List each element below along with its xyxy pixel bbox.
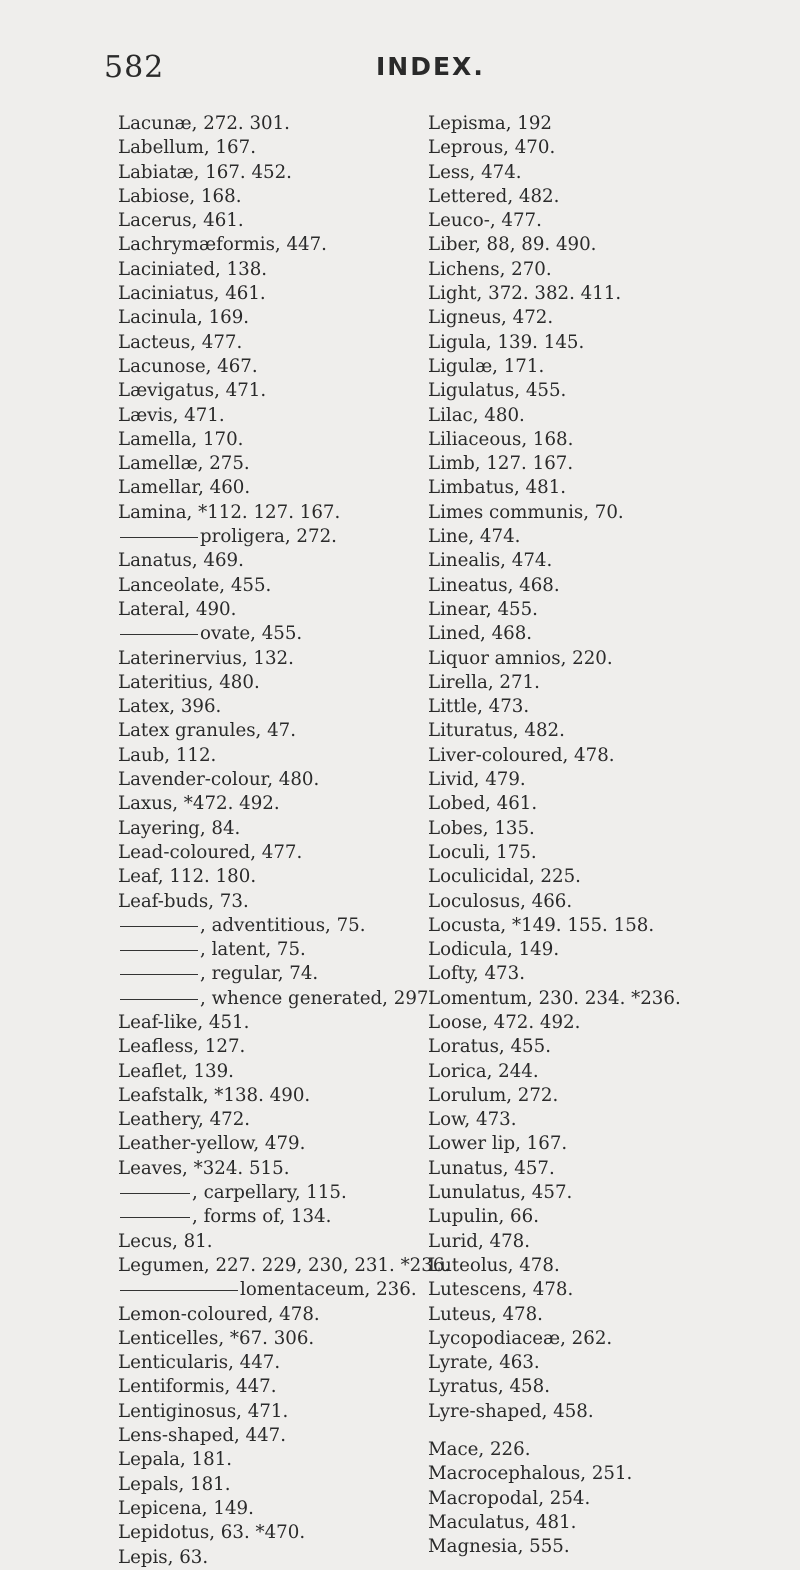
entry-text: lomentaceum, 236. <box>240 1279 417 1301</box>
index-entry <box>428 1132 788 1156</box>
entry-text: Lamella, 170. <box>118 428 244 450</box>
index-entry <box>428 914 788 938</box>
entry-text: Lacunose, 467. <box>118 355 258 377</box>
entry-text: , adventitious, 75. <box>200 914 366 936</box>
entry-text: Lower lip, 167. <box>428 1133 568 1155</box>
entry-text: Lined, 468. <box>428 623 533 645</box>
index-entry <box>428 1205 788 1229</box>
index-subentry <box>118 962 408 986</box>
entry-text: Leafstalk, *138. 490. <box>118 1084 311 1106</box>
index-entry <box>428 647 788 671</box>
index-entry <box>428 501 788 525</box>
entry-text: Laciniated, 138. <box>118 258 268 280</box>
page-title: INDEX. <box>376 52 485 81</box>
index-entry <box>118 136 408 160</box>
index-entry <box>118 452 408 476</box>
ditto-rule <box>120 999 198 1000</box>
index-entry <box>118 1254 451 1278</box>
entry-text: Lacerus, 461. <box>118 210 244 232</box>
entry-text: Leafless, 127. <box>118 1036 246 1058</box>
entry-text: Lofty, 473. <box>428 963 525 985</box>
entry-text: Locusta, *149. 155. 158. <box>428 914 655 936</box>
entry-text: Line, 474. <box>428 526 521 548</box>
ditto-rule <box>120 926 198 927</box>
entry-text: , whence generated, 297. <box>200 987 435 1009</box>
entry-text: Leaf, 112. 180. <box>118 866 257 888</box>
entry-text: Lorulum, 272. <box>428 1084 559 1106</box>
index-entry <box>428 1084 788 1108</box>
index-entry <box>428 1108 788 1132</box>
index-entry <box>118 379 408 403</box>
entry-text: Layering, 84. <box>118 817 241 839</box>
entry-text: Livid, 479. <box>428 769 526 791</box>
index-entry <box>428 452 788 476</box>
entry-text: Lentiginosus, 471. <box>118 1400 289 1422</box>
entry-text: Less, 474. <box>428 161 522 183</box>
entry-text: Luteolus, 478. <box>428 1254 560 1276</box>
index-entry <box>428 598 788 622</box>
index-entry <box>118 647 408 671</box>
index-entry <box>118 233 408 257</box>
entry-text: Limes communis, 70. <box>428 501 624 523</box>
entry-text: Labiatæ, 167. 452. <box>118 161 292 183</box>
entry-text: ovate, 455. <box>200 623 303 645</box>
index-entry <box>118 161 408 185</box>
index-entry <box>118 1424 408 1448</box>
ditto-rule <box>120 1193 190 1194</box>
entry-text: Lirella, 271. <box>428 671 540 693</box>
index-entry <box>428 331 788 355</box>
index-entry <box>428 1230 788 1254</box>
entry-text: Liver-coloured, 478. <box>428 744 615 766</box>
index-entry <box>118 112 408 136</box>
entry-text: Ligneus, 472. <box>428 307 554 329</box>
ditto-rule <box>120 950 198 951</box>
index-entry <box>118 574 408 598</box>
entry-text: Lorica, 244. <box>428 1060 539 1082</box>
entry-text: Laterinervius, 132. <box>118 647 294 669</box>
ditto-rule <box>120 537 198 538</box>
entry-text: Lilac, 480. <box>428 404 525 426</box>
entry-text: Latex, 396. <box>118 696 222 718</box>
index-entry <box>118 1448 408 1472</box>
index-entry <box>428 865 788 889</box>
index-entry <box>428 841 788 865</box>
index-entry <box>428 744 788 768</box>
entry-text: Laxus, *472. 492. <box>118 793 280 815</box>
entry-text: Legumen, 227. 229, 230, 231. *236. <box>118 1254 451 1276</box>
ditto-rule <box>120 974 198 975</box>
index-entry <box>428 161 788 185</box>
index-entry <box>428 1011 788 1035</box>
index-entry <box>428 428 788 452</box>
entry-text: Lacinula, 169. <box>118 307 250 329</box>
entry-text: Lomentum, 230. 234. *236. <box>428 987 681 1009</box>
entry-text: Lycopodiaceæ, 262. <box>428 1327 613 1349</box>
index-entry <box>428 962 788 986</box>
entry-text: Lateral, 490. <box>118 598 237 620</box>
index-entry <box>428 574 788 598</box>
entry-text: Lettered, 482. <box>428 185 560 207</box>
index-entry <box>428 1535 788 1559</box>
index-entry <box>428 1511 788 1535</box>
entry-text: Lamellæ, 275. <box>118 453 250 475</box>
index-column-left <box>118 112 451 1570</box>
entry-text: Leprous, 470. <box>428 137 556 159</box>
entry-text: Lanatus, 469. <box>118 550 244 572</box>
entry-text: proligera, 272. <box>200 526 337 548</box>
index-entry <box>118 1497 408 1521</box>
entry-text: Leuco-, 477. <box>428 210 542 232</box>
entry-text: Light, 372. 382. 411. <box>428 283 622 305</box>
index-entry <box>118 1521 408 1545</box>
entry-text: Lamellar, 460. <box>118 477 251 499</box>
index-column-right <box>428 112 788 1560</box>
entry-text: Mace, 226. <box>428 1439 531 1461</box>
index-entry <box>428 1375 788 1399</box>
entry-text: Lineatus, 468. <box>428 574 560 596</box>
index-entry <box>428 768 788 792</box>
index-entry <box>428 1487 788 1511</box>
entry-text: Lunulatus, 457. <box>428 1182 573 1204</box>
entry-text: Laciniatus, 461. <box>118 283 266 305</box>
index-entry <box>118 598 408 622</box>
entry-text: Lepidotus, 63. *470. <box>118 1522 306 1544</box>
index-entry <box>428 379 788 403</box>
index-entry <box>118 1400 408 1424</box>
index-entry <box>428 233 788 257</box>
entry-text: , regular, 74. <box>200 963 319 985</box>
entry-text: , forms of, 134. <box>192 1206 332 1228</box>
index-entry <box>118 258 408 282</box>
entry-text: Loose, 472. 492. <box>428 1011 581 1033</box>
index-entry <box>118 428 408 452</box>
index-entry <box>428 695 788 719</box>
entry-text: Lacteus, 477. <box>118 331 243 353</box>
index-entry <box>118 671 408 695</box>
index-entry <box>118 185 408 209</box>
entry-text: Macrocephalous, 251. <box>428 1463 633 1485</box>
entry-text: , latent, 75. <box>200 939 306 961</box>
index-entry <box>428 1351 788 1375</box>
entry-text: Lupulin, 66. <box>428 1206 539 1228</box>
entry-text: Lodicula, 149. <box>428 939 560 961</box>
entry-text: Lutescens, 478. <box>428 1279 574 1301</box>
entry-text: Ligulæ, 171. <box>428 355 545 377</box>
index-entry <box>118 355 408 379</box>
index-subentry <box>118 914 408 938</box>
index-subentry <box>118 987 435 1011</box>
index-entry <box>428 1060 788 1084</box>
index-entry <box>428 1181 788 1205</box>
entry-text: Liber, 88, 89. 490. <box>428 234 597 256</box>
entry-text: Linealis, 474. <box>428 550 553 572</box>
ditto-rule <box>120 1290 238 1291</box>
entry-text: Lepicena, 149. <box>118 1497 254 1519</box>
entry-text: Lichens, 270. <box>428 258 552 280</box>
index-entry <box>428 1462 788 1486</box>
index-entry <box>428 1400 788 1424</box>
entry-text: Lyrate, 463. <box>428 1352 540 1374</box>
entry-text: Luteus, 478. <box>428 1303 543 1325</box>
index-entry <box>428 404 788 428</box>
entry-text: , carpellary, 115. <box>192 1182 347 1204</box>
index-entry <box>118 719 408 743</box>
index-entry <box>428 938 788 962</box>
index-entry <box>428 792 788 816</box>
entry-text: Liliaceous, 168. <box>428 428 574 450</box>
index-entry <box>118 1303 408 1327</box>
entry-text: Lenticularis, 447. <box>118 1352 281 1374</box>
index-entry <box>428 890 788 914</box>
index-entry <box>428 1278 788 1302</box>
entry-text: Low, 473. <box>428 1109 517 1131</box>
index-entry <box>118 1351 408 1375</box>
entry-text: Lepisma, 192 <box>428 113 553 134</box>
index-entry <box>118 695 408 719</box>
entry-text: Lateritius, 480. <box>118 671 260 693</box>
entry-text: Little, 473. <box>428 696 530 718</box>
entry-text: Lead-coloured, 477. <box>118 841 303 863</box>
entry-text: Lachrymæformis, 447. <box>118 234 327 256</box>
index-entry <box>118 1473 408 1497</box>
index-entry <box>428 671 788 695</box>
index-entry <box>118 768 408 792</box>
index-entry <box>428 1438 788 1462</box>
index-entry <box>118 1108 408 1132</box>
index-entry <box>428 306 788 330</box>
ditto-rule <box>120 1217 190 1218</box>
index-entry <box>118 1084 408 1108</box>
index-entry <box>428 719 788 743</box>
entry-text: Maculatus, 481. <box>428 1511 577 1533</box>
entry-text: Lobed, 461. <box>428 793 538 815</box>
index-entry <box>118 1327 408 1351</box>
index-entry <box>118 476 408 500</box>
index-entry <box>428 817 788 841</box>
index-entry <box>118 890 408 914</box>
index-entry <box>118 865 408 889</box>
entry-text: Liquor amnios, 220. <box>428 647 613 669</box>
entry-text: Ligula, 139. 145. <box>428 331 585 353</box>
index-entry <box>428 1327 788 1351</box>
index-entry <box>428 987 788 1011</box>
entry-text: Lituratus, 482. <box>428 720 565 742</box>
ditto-rule <box>120 634 198 635</box>
index-subentry <box>118 1278 417 1302</box>
entry-text: Lurid, 478. <box>428 1230 531 1252</box>
index-subentry <box>118 1205 408 1229</box>
index-entry <box>428 549 788 573</box>
entry-text: Lenticelles, *67. 306. <box>118 1327 315 1349</box>
index-entry <box>118 501 408 525</box>
entry-text: Ligulatus, 455. <box>428 380 567 402</box>
entry-text: Lens-shaped, 447. <box>118 1425 287 1447</box>
entry-text: Lepals, 181. <box>118 1473 231 1495</box>
index-subentry <box>118 622 408 646</box>
entry-text: Lemon-coloured, 478. <box>118 1303 320 1325</box>
index-entry <box>428 282 788 306</box>
entry-text: Magnesia, 555. <box>428 1536 570 1558</box>
index-entry <box>118 306 408 330</box>
index-entry <box>428 622 788 646</box>
entry-text: Lyre-shaped, 458. <box>428 1400 594 1422</box>
entry-text: Leathery, 472. <box>118 1109 251 1131</box>
entry-text: Loculicidal, 225. <box>428 866 581 888</box>
entry-text: Lecus, 81. <box>118 1230 213 1252</box>
index-entry <box>118 1060 408 1084</box>
entry-text: Loratus, 455. <box>428 1036 551 1058</box>
index-entry <box>118 1011 408 1035</box>
entry-text: Limbatus, 481. <box>428 477 567 499</box>
entry-text: Lanceolate, 455. <box>118 574 272 596</box>
entry-text: Lacunæ, 272. 301. <box>118 113 290 134</box>
entry-text: Leaves, *324. 515. <box>118 1157 290 1179</box>
index-entry <box>118 404 408 428</box>
index-entry <box>118 209 408 233</box>
entry-text: Latex granules, 47. <box>118 720 297 742</box>
entry-text: Loculosus, 466. <box>428 890 573 912</box>
index-entry <box>428 476 788 500</box>
index-entry <box>428 112 788 136</box>
page-number: 582 <box>104 50 165 85</box>
entry-text: Laub, 112. <box>118 744 217 766</box>
entry-text: Linear, 455. <box>428 598 538 620</box>
index-entry <box>428 258 788 282</box>
index-entry <box>428 185 788 209</box>
index-entry <box>118 1546 408 1570</box>
index-entry <box>428 136 788 160</box>
entry-text: Leaf-buds, 73. <box>118 890 249 912</box>
entry-text: Labellum, 167. <box>118 137 256 159</box>
index-entry <box>118 792 408 816</box>
index-entry <box>118 1230 408 1254</box>
entry-text: Lyratus, 458. <box>428 1376 550 1398</box>
index-subentry <box>118 938 408 962</box>
entry-text: Lobes, 135. <box>428 817 535 839</box>
index-entry <box>118 549 408 573</box>
entry-text: Lævis, 471. <box>118 404 225 426</box>
entry-text: Loculi, 175. <box>428 841 537 863</box>
index-entry <box>428 1035 788 1059</box>
entry-text: Lunatus, 457. <box>428 1157 555 1179</box>
entry-text: Lentiformis, 447. <box>118 1376 277 1398</box>
page-header <box>0 50 800 90</box>
index-entry <box>428 1303 788 1327</box>
entry-text: Limb, 127. 167. <box>428 453 574 475</box>
index-entry <box>118 1035 408 1059</box>
index-entry <box>118 1157 408 1181</box>
entry-text: Lamina, *112. 127. 167. <box>118 501 341 523</box>
entry-text: Labiose, 168. <box>118 185 242 207</box>
entry-text: Lavender-colour, 480. <box>118 769 320 791</box>
index-entry <box>118 331 408 355</box>
index-entry <box>428 525 788 549</box>
entry-text: Leaf-like, 451. <box>118 1011 250 1033</box>
entry-text: Lævigatus, 471. <box>118 380 267 402</box>
index-entry <box>118 1375 408 1399</box>
index-entry <box>428 1157 788 1181</box>
index-entry <box>428 209 788 233</box>
index-subentry <box>118 1181 408 1205</box>
index-entry <box>118 744 408 768</box>
entry-text: Leaflet, 139. <box>118 1060 234 1082</box>
index-entry <box>428 355 788 379</box>
index-entry <box>118 1132 408 1156</box>
entry-text: Macropodal, 254. <box>428 1487 591 1509</box>
index-entry <box>118 817 408 841</box>
entry-text: Lepis, 63. <box>118 1546 209 1568</box>
index-subentry <box>118 525 408 549</box>
entry-text: Leather-yellow, 479. <box>118 1133 306 1155</box>
index-entry <box>118 282 408 306</box>
index-entry <box>428 1254 788 1278</box>
index-entry <box>118 841 408 865</box>
entry-text: Lepala, 181. <box>118 1449 233 1471</box>
